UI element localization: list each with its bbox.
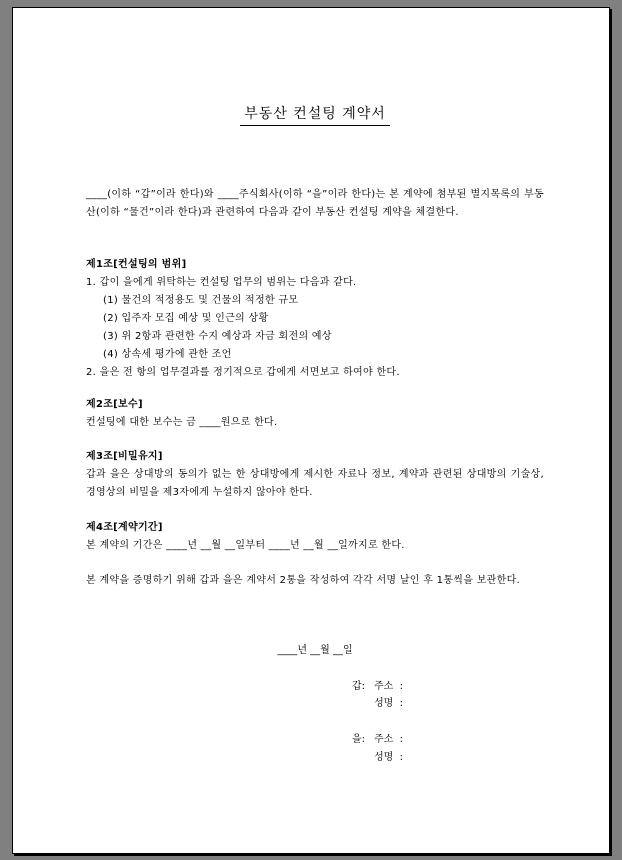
article-1-item: (4) 상속세 평가에 관한 조언	[103, 349, 232, 360]
article-1-clause-2: 2. 을은 전 항의 업무결과를 정기적으로 갑에게 서면보고 하여야 한다.	[86, 367, 400, 378]
party-b-label: 을:	[352, 734, 366, 745]
article-4	[86, 519, 544, 555]
article-1	[86, 256, 544, 382]
article-2-heading: 제2조[보수]	[86, 399, 143, 410]
party-b-name: 성명 :	[374, 752, 404, 763]
article-2-body: 컨설팅에 대한 보수는 금 ____원으로 한다.	[86, 417, 278, 428]
document-title: 부동산 컨설팅 계약서	[86, 104, 544, 126]
contract-date-line: ____년 __월 __일	[277, 645, 353, 656]
article-3-heading: 제3조[비밀유지]	[86, 451, 163, 462]
article-1-clause-1: 1. 갑이 을에게 위탁하는 컨설팅 업무의 범위는 다음과 같다.	[86, 277, 357, 288]
article-1-heading: 제1조[컨설팅의 범위]	[86, 259, 187, 270]
article-2	[86, 396, 544, 432]
article-1-item: (3) 위 2항과 관련한 수지 예상과 자금 회전의 예상	[103, 331, 332, 342]
article-1-item: (2) 입주자 모집 예상 및 인근의 상황	[103, 313, 269, 324]
party-a-name: 성명 :	[374, 698, 404, 709]
party-b-address: 주소 :	[374, 734, 404, 745]
article-3-body: 갑과 을은 상대방의 동의가 없는 한 상대방에게 제시한 자료나 정보, 계약과 관련된 상대방의 기술상, 경영상의 비밀을 제3자에게 누설하지 않아야 한다.	[86, 469, 544, 498]
party-a-address: 주소 :	[374, 681, 404, 692]
closing-statement: 본 계약을 증명하기 위해 갑과 을은 계약서 2통을 작성하여 각각 서명 날인 후 1통씩을 보관한다.	[86, 575, 521, 586]
article-3	[86, 448, 544, 502]
article-4-body: 본 계약의 기간은 ____년 __월 __일부터 ____년 __월 __일까지로 한다.	[86, 540, 405, 551]
party-a-label: 갑:	[352, 681, 366, 692]
article-1-item: (1) 물건의 적정용도 및 건물의 적정한 규모	[103, 295, 299, 306]
article-4-heading: 제4조[계약기간]	[86, 522, 163, 533]
document-page	[12, 7, 610, 854]
preamble: ____(이하 “갑”이라 한다)와 ____주식회사(이하 “을”이라 한다)는 본 계약에 첨부된 별지목록의 부동산(이하 “물건”이라 한다)과 관련하여 다음과 같이 부동산 컨설팅 계약을 체결한다.	[86, 189, 544, 218]
